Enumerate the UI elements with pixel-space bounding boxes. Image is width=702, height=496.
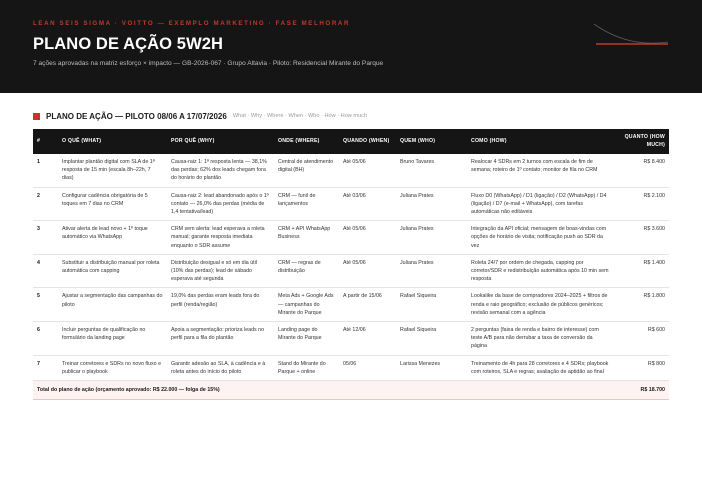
col-header-where: ONDE (WHERE): [278, 137, 320, 144]
header-subtitle: 7 ações aprovadas na matriz esforço × impacto — GB-2026-067 · Grupo Altavia · Piloto: Residencial Mirante do Parque: [33, 60, 384, 67]
row-when: Até 12/06: [339, 322, 396, 356]
row-what: Implantar plantão digital com SLA de 1ª resposta de 15 min (escala 8h–22h, 7 dias): [58, 154, 167, 187]
section-subtitle: What · Why · Where · When · Who · How · How much: [232, 113, 368, 119]
row-who: Bruno Tavares: [396, 154, 467, 187]
col-header-number: #: [37, 137, 41, 144]
page-title: PLANO DE AÇÃO 5W2H: [33, 35, 224, 53]
row-what: Incluir perguntas de qualificação no formulário da landing page: [58, 322, 167, 356]
row-where: Stand do Mirante do Parque + online: [274, 355, 339, 380]
row-what: Substituir a distribuição manual por roleta automática com capping: [58, 254, 167, 288]
col-header-what: O QUÊ (WHAT): [62, 137, 102, 144]
row-how: 2 perguntas (faixa de renda e bairro de interesse) com teste A/B para não derrubar a taxa de conversão da página: [467, 322, 613, 356]
row-when: Até 05/06: [339, 254, 396, 288]
row-how: Realocar 4 SDRs em 2 turnos com escala de fim de semana; roteiro de 1º contato; monitor de fila no CRM: [467, 154, 613, 187]
row-how-much: R$ 600: [613, 322, 669, 356]
action-plan-table: [33, 129, 669, 400]
row-what: Treinar corretores e SDRs no novo fluxo e publicar o playbook: [58, 355, 167, 380]
row-where: CRM — funil de lançamentos: [274, 187, 339, 221]
section-header: [33, 110, 367, 122]
row-how-much: R$ 800: [613, 355, 669, 380]
col-header-why: POR QUÊ (WHY): [171, 137, 215, 144]
row-when: A partir de 15/06: [339, 288, 396, 322]
section-title: PLANO DE AÇÃO — PILOTO 08/06 A 17/07/2026: [46, 111, 227, 121]
row-where: CRM — regras de distribuição: [274, 254, 339, 288]
row-number: 2: [33, 187, 58, 221]
row-where: Central de atendimento digital (BH): [274, 154, 339, 187]
row-how-much: R$ 3.600: [613, 221, 669, 255]
row-how: Lookalike da base de compradores 2024–2025 + filtros de renda e raio geográfico; exclusão de públicos genéricos; revisão semanal com a agência: [467, 288, 613, 322]
row-how: Fluxo D0 (WhatsApp) / D1 (ligação) / D2 (WhatsApp) / D4 (ligação) / D7 (e-mail + WhatsApp), com tarefas automáticas não editáveis: [467, 187, 613, 221]
table-row: [33, 288, 669, 322]
row-why: Causa-raiz 2: lead abandonado após o 1º contato — 26,0% das perdas (média de 1,4 tentativa/lead): [167, 187, 274, 221]
row-why: CRM sem alerta: lead esperava a roleta manual; garante resposta imediata enquanto o SDR assume: [167, 221, 274, 255]
row-who: Juliana Prates: [396, 254, 467, 288]
row-why: Distribuição desigual e só em dia útil (10% das perdas); lead de sábado esperava até segunda: [167, 254, 274, 288]
row-number: 1: [33, 154, 58, 187]
table-row: [33, 322, 669, 356]
decorative-curve-icon: [588, 18, 672, 54]
row-why: Garantir adesão ao SLA, à cadência e à roleta antes do início do piloto: [167, 355, 274, 380]
row-how-much: R$ 1.400: [613, 254, 669, 288]
row-number: 7: [33, 355, 58, 380]
col-header-who: QUEM (WHO): [400, 137, 436, 144]
report-header: [0, 0, 702, 93]
row-number: 4: [33, 254, 58, 288]
total-value: R$ 18.700: [613, 381, 669, 400]
row-where: CRM + API WhatsApp Business: [274, 221, 339, 255]
header-kicker: LEAN SEIS SIGMA · VOITTO — EXEMPLO MARKETING · FASE MELHORAR: [33, 20, 351, 27]
total-row: [33, 381, 669, 400]
table-row: [33, 221, 669, 255]
row-why: Causa-raiz 1: 1ª resposta lenta — 38,1% das perdas; 62% dos leads chegam fora do horário do plantão: [167, 154, 274, 187]
row-what: Configurar cadência obrigatória de 5 toques em 7 dias no CRM: [58, 187, 167, 221]
row-who: Juliana Prates: [396, 221, 467, 255]
row-number: 5: [33, 288, 58, 322]
row-number: 3: [33, 221, 58, 255]
row-where: Meta Ads + Google Ads — campanhas do Mirante do Parque: [274, 288, 339, 322]
row-number: 6: [33, 322, 58, 356]
row-when: Até 03/06: [339, 187, 396, 221]
row-when: 05/06: [339, 355, 396, 380]
col-header-how: COMO (HOW): [471, 137, 507, 144]
table-row: [33, 154, 669, 187]
row-who: Larissa Menezes: [396, 355, 467, 380]
row-how-much: R$ 8.400: [613, 154, 669, 187]
col-header-how-much: QUANTO (HOW MUCH): [624, 133, 665, 148]
row-when: Até 05/06: [339, 221, 396, 255]
row-who: Rafael Siqueira: [396, 322, 467, 356]
table-header-row: [33, 129, 669, 154]
table-row: [33, 355, 669, 380]
row-who: Juliana Prates: [396, 187, 467, 221]
section-marker-icon: [33, 113, 40, 120]
row-what: Ajustar a segmentação das campanhas do piloto: [58, 288, 167, 322]
total-label: Total do plano de ação (orçamento aprovado: R$ 22.000 — folga de 15%): [33, 381, 613, 400]
row-why: Apoia a segmentação: prioriza leads no perfil para a fila do plantão: [167, 322, 274, 356]
col-header-when: QUANDO (WHEN): [343, 137, 390, 144]
row-how: Integração da API oficial; mensagem de boas-vindas com opções de horário de visita; notificação push ao SDR da vez: [467, 221, 613, 255]
table-row: [33, 187, 669, 221]
row-how-much: R$ 1.800: [613, 288, 669, 322]
table-row: [33, 254, 669, 288]
row-what: Ativar alerta de lead novo + 1º toque automático via WhatsApp: [58, 221, 167, 255]
row-how: Roleta 24/7 por ordem de chegada, capping por corretor/SDR e redistribuição automática após 10 min sem resposta: [467, 254, 613, 288]
row-why: 19,0% das perdas eram leads fora do perfil (renda/região): [167, 288, 274, 322]
row-who: Rafael Siqueira: [396, 288, 467, 322]
row-where: Landing page do Mirante do Parque: [274, 322, 339, 356]
row-how-much: R$ 2.100: [613, 187, 669, 221]
row-how: Treinamento de 4h para 28 corretores e 4 SDRs; playbook com roteiros, SLA e regras; avaliação de aptidão ao final: [467, 355, 613, 380]
row-when: Até 05/06: [339, 154, 396, 187]
